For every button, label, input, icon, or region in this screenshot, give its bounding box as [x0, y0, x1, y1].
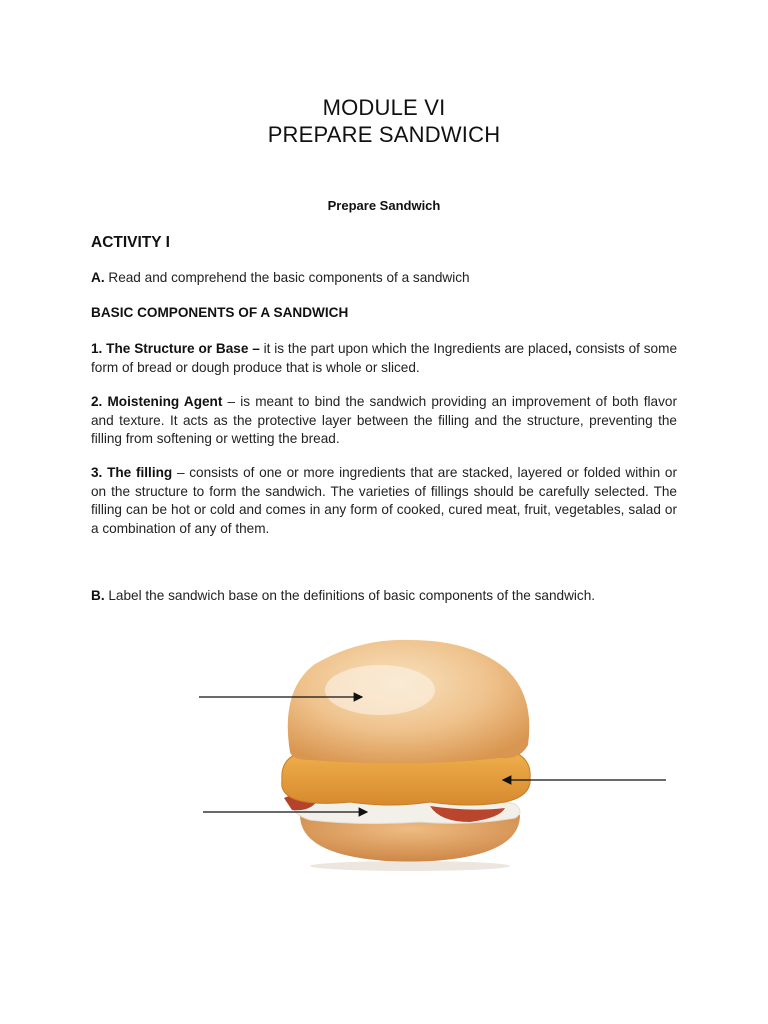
activity-heading: ACTIVITY I [91, 234, 170, 251]
sandwich-image [282, 640, 530, 871]
component-structure [91, 340, 677, 377]
component-structure-term: 1. The Structure or Base – [91, 341, 260, 356]
bacon-layer [284, 794, 318, 810]
component-structure-comma: , [568, 341, 572, 356]
section-subtitle: Prepare Sandwich [327, 198, 441, 213]
component-moistening-agent [91, 393, 677, 449]
bottom-bun [300, 815, 520, 862]
component-moistening-term: 2. Moistening Agent [91, 394, 223, 409]
top-bun [288, 640, 530, 764]
part-b-label: B. [91, 588, 105, 603]
part-b-instruction [91, 587, 677, 606]
component-filling [91, 464, 677, 538]
part-a-text: Read and comprehend the basic components of a sandwich [104, 270, 470, 285]
module-title: PREPARE SANDWICH [267, 122, 501, 147]
components-heading: BASIC COMPONENTS OF A SANDWICH [91, 305, 349, 320]
component-structure-text: it is the part upon which the Ingredients are placed [259, 341, 569, 356]
part-b-text: Label the sandwich base on the definitions of basic components of the sandwich. [104, 588, 596, 603]
component-structure-text-2: consists of some form of bread or dough produce that is whole or sliced. [91, 341, 678, 375]
part-a-instruction [91, 269, 677, 288]
part-a-label: A. [91, 270, 105, 285]
sauce-layer [292, 794, 520, 824]
patty-filling [282, 744, 530, 805]
cheese-layer [470, 739, 520, 753]
module-number: MODULE VI [322, 95, 446, 120]
bacon-strip [430, 806, 505, 822]
bun-highlight [325, 665, 435, 715]
component-filling-term: 3. The filling [91, 465, 173, 480]
sandwich-shadow [310, 861, 510, 871]
component-filling-text: – consists of one or more ingredients that are stacked, layered or folded within or on the structure to form the sandwich. The varieties of fillings should be carefully selected. The filling can be hot or cold and comes in any form of cooked, cured meat, fruit, vegetables, salad or a combination of any of them. [91, 465, 677, 536]
component-moistening-text: – is meant to bind the sandwich providing an improvement of both flavor and texture. It acts as the protective layer between the filling and the structure, preventing the filling from softening or wetting the bread. [91, 394, 677, 446]
